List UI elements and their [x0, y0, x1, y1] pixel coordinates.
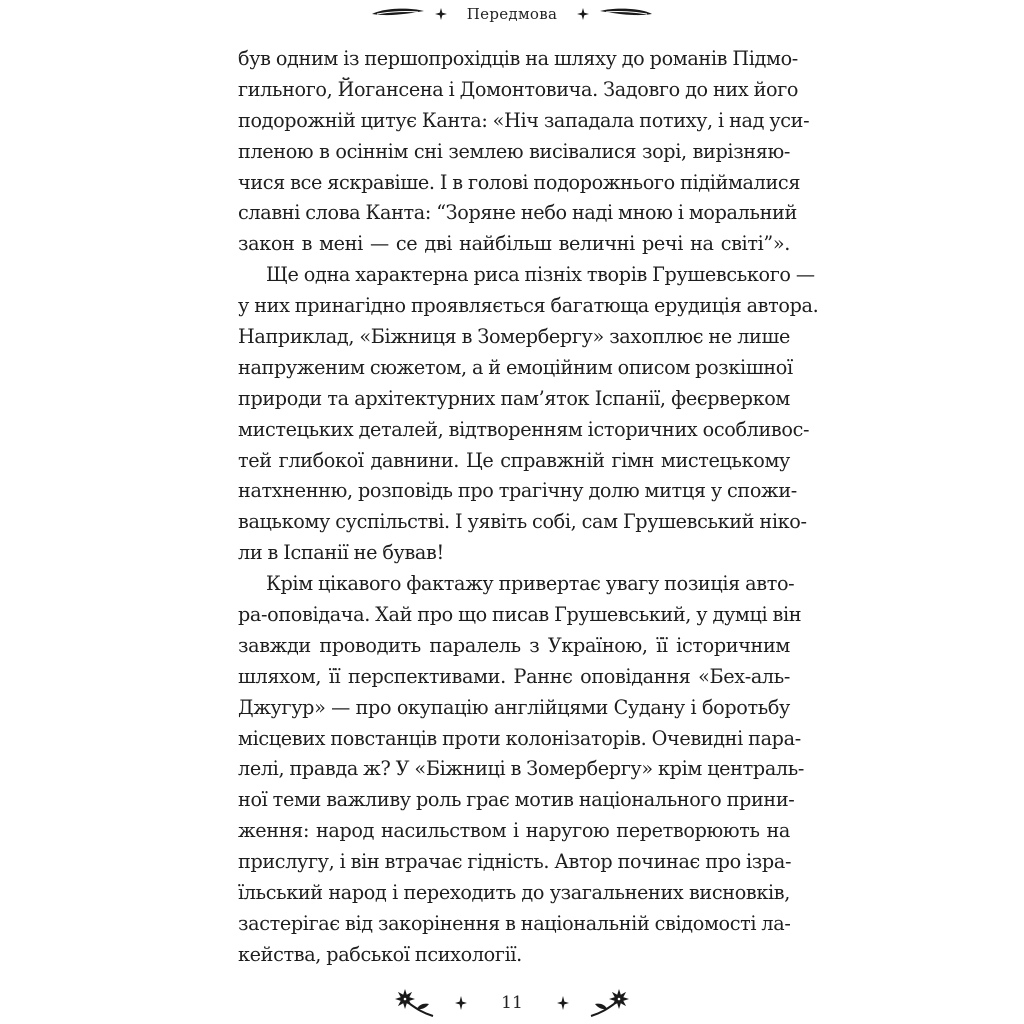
flower-icon	[393, 988, 437, 1018]
text-line: у них принагідно проявляється багатюща ерудиція автора.	[238, 294, 819, 318]
text-line: прислугу, і він втрачає гідність. Автор починає про ізра-	[238, 850, 792, 874]
running-head-title: Передмова	[466, 5, 558, 23]
folio	[0, 988, 1024, 1018]
four-point-star-icon	[557, 996, 569, 1010]
text-line: Наприклад, «Біжниця в Зомербергу» захоплює не лише	[238, 325, 790, 349]
text-line: завжди проводить паралель з Україною, її історичним	[238, 633, 790, 657]
text-line: їльський народ і переходить до узагальнених висновків,	[238, 881, 790, 905]
body-text	[238, 44, 819, 971]
text-line: місцевих повстанців проти колонізаторів. Очевидні пара-	[238, 726, 801, 750]
text-line: гильного, Йогансена і Домонтовича. Задовго до них його	[238, 77, 799, 101]
text-line: кейства, рабської психології.	[238, 942, 522, 966]
text-line: лелі, правда ж? У «Біжниці в Зомербергу» крім централь-	[238, 757, 804, 781]
text-line: застерігає від закорінення в національній свідомості ла-	[238, 911, 791, 935]
text-line: Ще одна характерна риса пізніх творів Грушевського —	[266, 263, 815, 287]
text-line: шляхом, її перспективами. Раннє оповідання «Бех-аль-	[238, 664, 790, 688]
text-line: тей глибокої давнини. Це справжній гімн мистецькому	[238, 448, 790, 472]
text-line: подорожній цитує Канта: «Ніч западала потиху, і над уси-	[238, 108, 810, 132]
text-line: натхненню, розповідь про трагічну долю митця у спожи-	[238, 479, 797, 503]
leaf-icon	[371, 8, 425, 20]
text-line: ли в Іспанії не бував!	[238, 541, 444, 565]
text-line: був одним із першопрохідців на шляху до романів Підмо-	[238, 47, 798, 70]
text-line: природи та архітектурних пам’яток Іспанії, феєрверком	[238, 386, 790, 410]
text-line: закон в мені — се дві найбільш величні речі на світі”».	[238, 232, 790, 256]
text-line: вацькому суспільстві. І уявіть собі, сам Грушевський ніко-	[238, 510, 807, 534]
four-point-star-icon	[455, 996, 467, 1010]
text-line: Крім цікавого фактажу привертає увагу позиція авто-	[266, 572, 795, 596]
text-line: ження: народ насильством і наругою перетворюють на	[238, 819, 790, 843]
running-head	[0, 0, 1024, 28]
text-line: пленою в осіннім сні землею висівалися зорі, вирізняю-	[238, 139, 790, 163]
text-line: Джугур» — про окупацію англійцями Судану і боротьбу	[238, 695, 790, 719]
text-line: мистецьких деталей, відтворенням історичних особливос-	[238, 417, 810, 441]
text-line: ра-оповідача. Хай про що писав Грушевський, у думці він	[238, 603, 802, 627]
four-point-star-icon	[577, 8, 589, 20]
text-line: напруженим сюжетом, а й емоційним описом розкішної	[238, 355, 793, 379]
four-point-star-icon	[435, 8, 447, 20]
leaf-icon	[599, 8, 653, 20]
text-line: чися все яскравіше. І в голові подорожнього підіймалися	[238, 170, 801, 194]
text-line: славні слова Канта: “Зоряне небо наді мною і моральний	[238, 201, 797, 225]
flower-icon	[587, 988, 631, 1018]
text-line: ної теми важливу роль грає мотив національного прини-	[238, 788, 795, 812]
page-number: 11	[501, 993, 523, 1013]
